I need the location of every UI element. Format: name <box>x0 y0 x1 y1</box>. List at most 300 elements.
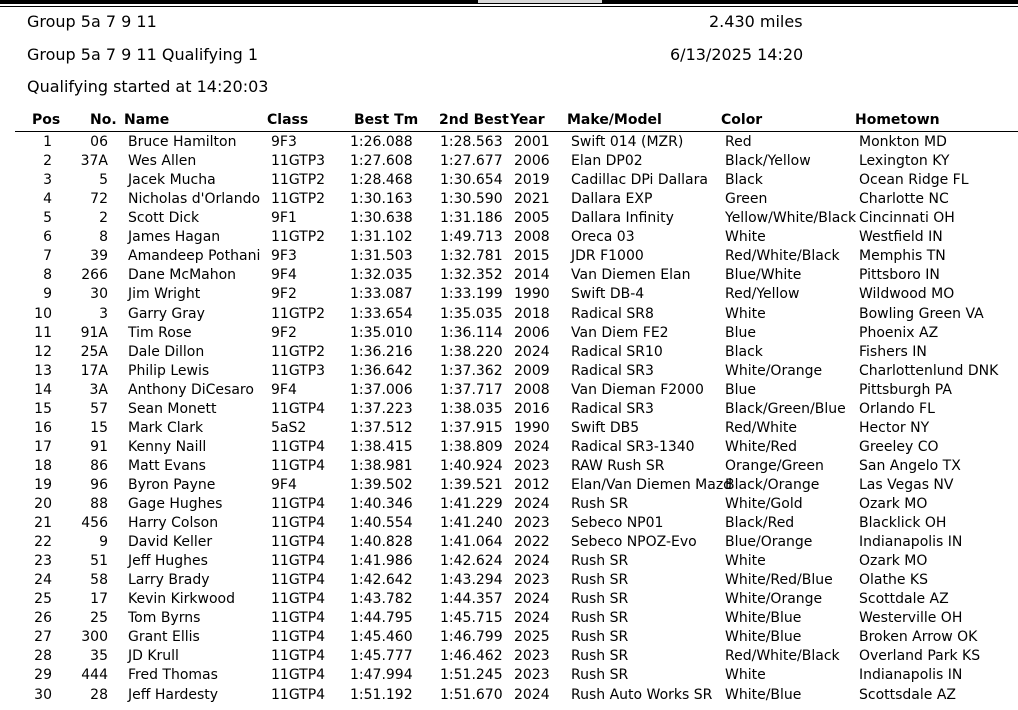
cell-hometown: Fishers IN <box>859 343 927 360</box>
cell-driver-name: Byron Payne <box>128 476 216 493</box>
cell-best-time: 1:27.608 <box>350 153 413 170</box>
cell-pos: 14 <box>34 381 52 398</box>
cell-car-number: 17A <box>80 362 108 379</box>
cell-class: 9F2 <box>271 324 297 341</box>
cell-class: 9F3 <box>271 248 297 265</box>
cell-hometown: Wildwood MO <box>859 286 955 303</box>
cell-year: 2018 <box>514 305 550 322</box>
table-row <box>0 438 1018 457</box>
top-border-line <box>0 6 1018 7</box>
cell-make-model: Swift DB-4 <box>571 286 645 303</box>
col-best-header: Best Tm <box>354 112 419 128</box>
session-datetime: 6/13/2025 14:20 <box>670 45 804 64</box>
table-row <box>0 152 1018 171</box>
cell-color: Red/White/Black <box>725 648 840 665</box>
cell-hometown: San Angelo TX <box>859 457 961 474</box>
cell-class: 11GTP4 <box>271 572 326 589</box>
cell-best-time: 1:28.468 <box>350 172 413 189</box>
cell-color: Blue <box>725 381 756 398</box>
cell-driver-name: Kevin Kirkwood <box>128 591 235 608</box>
cell-driver-name: Grant Ellis <box>128 629 200 646</box>
cell-car-number: 444 <box>81 667 108 684</box>
cell-hometown: Ozark MO <box>859 553 928 570</box>
cell-second-best-time: 1:38.035 <box>440 400 503 417</box>
cell-class: 11GTP2 <box>271 229 326 246</box>
cell-second-best-time: 1:44.357 <box>440 591 503 608</box>
cell-driver-name: Dale Dillon <box>128 343 205 360</box>
cell-best-time: 1:33.654 <box>350 305 413 322</box>
cell-best-time: 1:40.554 <box>350 515 413 531</box>
table-row <box>0 343 1018 362</box>
cell-make-model: RAW Rush SR <box>571 457 665 474</box>
cell-class: 9F4 <box>271 381 297 398</box>
cell-color: White/Blue <box>725 686 802 703</box>
cell-pos: 20 <box>34 495 52 512</box>
cell-class: 5aS2 <box>271 419 307 436</box>
cell-pos: 4 <box>43 191 52 208</box>
cell-best-time: 1:26.088 <box>350 134 413 150</box>
cell-driver-name: Nicholas d'Orlando <box>128 191 261 208</box>
cell-color: Black/Orange <box>725 476 820 493</box>
cell-driver-name: Gage Hughes <box>128 495 223 512</box>
cell-pos: 18 <box>34 457 52 474</box>
cell-driver-name: Philip Lewis <box>128 362 210 379</box>
table-row <box>0 324 1018 343</box>
cell-car-number: 15 <box>90 419 108 436</box>
cell-car-number: 88 <box>90 495 108 512</box>
cell-pos: 11 <box>34 324 52 341</box>
cell-second-best-time: 1:32.781 <box>440 248 503 265</box>
cell-hometown: Scottdale AZ <box>859 591 949 608</box>
cell-class: 11GTP2 <box>271 172 326 189</box>
cell-second-best-time: 1:51.245 <box>440 667 503 684</box>
cell-second-best-time: 1:37.915 <box>440 419 503 436</box>
cell-class: 9F2 <box>271 286 297 303</box>
cell-make-model: Radical SR8 <box>571 305 654 322</box>
cell-make-model: Cadillac DPi Dallara <box>571 172 708 189</box>
cell-year: 2021 <box>514 191 550 208</box>
cell-color: Red/White <box>725 419 798 436</box>
cell-make-model: Swift DB5 <box>571 419 640 436</box>
col-class-header: Class <box>267 112 309 128</box>
cell-car-number: 91A <box>80 324 108 341</box>
table-row <box>0 609 1018 628</box>
cell-driver-name: Wes Allen <box>128 153 197 170</box>
cell-class: 11GTP4 <box>271 591 326 608</box>
cell-car-number: 25A <box>80 343 108 360</box>
cell-pos: 3 <box>43 172 52 189</box>
cell-driver-name: Tom Byrns <box>128 610 201 627</box>
cell-driver-name: Scott Dick <box>128 210 200 227</box>
cell-make-model: Van Dieman F2000 <box>571 381 704 398</box>
cell-second-best-time: 1:49.713 <box>440 229 503 246</box>
cell-best-time: 1:44.795 <box>350 610 413 627</box>
table-row <box>0 209 1018 228</box>
cell-driver-name: Jacek Mucha <box>128 172 216 189</box>
cell-class: 9F4 <box>271 476 297 493</box>
table-row <box>0 495 1018 514</box>
scroll-tab <box>478 0 602 3</box>
cell-hometown: Indianapolis IN <box>859 667 963 684</box>
cell-best-time: 1:38.415 <box>350 438 413 455</box>
cell-year: 1990 <box>514 419 550 436</box>
cell-class: 11GTP2 <box>271 305 326 322</box>
cell-color: White <box>725 667 766 684</box>
cell-driver-name: Harry Colson <box>128 515 219 531</box>
cell-year: 2008 <box>514 229 550 246</box>
cell-best-time: 1:36.642 <box>350 362 413 379</box>
table-row <box>0 305 1018 324</box>
cell-second-best-time: 1:30.654 <box>440 172 503 189</box>
cell-best-time: 1:30.163 <box>350 191 413 208</box>
cell-make-model: JDR F1000 <box>571 248 644 265</box>
cell-make-model: Radical SR10 <box>571 343 663 360</box>
cell-best-time: 1:31.102 <box>350 229 413 246</box>
cell-second-best-time: 1:45.715 <box>440 610 503 627</box>
cell-make-model: Rush Auto Works SR <box>571 686 713 703</box>
cell-hometown: Pittsburgh PA <box>859 381 952 398</box>
table-row <box>0 133 1018 152</box>
cell-make-model: Dallara EXP <box>571 191 653 208</box>
cell-make-model: Radical SR3 <box>571 400 654 417</box>
cell-hometown: Pittsboro IN <box>859 267 940 284</box>
cell-color: White <box>725 553 766 570</box>
col-year-header: Year <box>510 112 545 128</box>
cell-make-model: Rush SR <box>571 572 629 589</box>
cell-class: 11GTP4 <box>271 553 326 570</box>
cell-car-number: 456 <box>81 515 108 531</box>
cell-best-time: 1:45.777 <box>350 648 413 665</box>
cell-class: 9F3 <box>271 134 297 150</box>
table-row <box>0 628 1018 647</box>
cell-color: Blue/Orange <box>725 534 813 550</box>
cell-driver-name: Anthony DiCesaro <box>128 381 254 398</box>
cell-car-number: 06 <box>90 134 108 150</box>
cell-class: 11GTP3 <box>271 362 326 379</box>
cell-class: 9F4 <box>271 267 297 284</box>
cell-car-number: 30 <box>90 286 108 303</box>
cell-driver-name: Sean Monett <box>128 400 217 417</box>
cell-make-model: Elan DP02 <box>571 153 643 170</box>
cell-car-number: 39 <box>90 248 108 265</box>
cell-color: White/Red <box>725 438 798 455</box>
cell-car-number: 72 <box>90 191 108 208</box>
cell-second-best-time: 1:31.186 <box>440 210 503 227</box>
cell-make-model: Rush SR <box>571 629 629 646</box>
cell-hometown: Las Vegas NV <box>859 476 954 493</box>
cell-year: 2024 <box>514 438 550 455</box>
cell-year: 2024 <box>514 591 550 608</box>
cell-driver-name: Garry Gray <box>128 305 205 322</box>
cell-color: White/Gold <box>725 495 803 512</box>
track-distance: 2.430 miles <box>709 12 803 31</box>
cell-hometown: Broken Arrow OK <box>859 629 978 646</box>
cell-color: Green <box>725 191 768 208</box>
cell-pos: 23 <box>34 553 52 570</box>
cell-make-model: Sebeco NPOZ-Evo <box>571 534 697 550</box>
cell-pos: 25 <box>34 591 52 608</box>
cell-best-time: 1:47.994 <box>350 667 413 684</box>
table-row <box>0 533 1018 552</box>
cell-pos: 12 <box>34 343 52 360</box>
cell-class: 11GTP4 <box>271 457 326 474</box>
cell-color: Black/Red <box>725 515 795 531</box>
cell-hometown: Cincinnati OH <box>859 210 955 227</box>
cell-year: 2014 <box>514 267 550 284</box>
cell-pos: 2 <box>43 153 52 170</box>
cell-color: Yellow/White/Black <box>725 210 857 227</box>
cell-second-best-time: 1:46.462 <box>440 648 503 665</box>
cell-year: 2001 <box>514 134 550 150</box>
cell-color: White/Blue <box>725 610 802 627</box>
cell-best-time: 1:37.223 <box>350 400 413 417</box>
table-row <box>0 362 1018 381</box>
cell-second-best-time: 1:30.590 <box>440 191 503 208</box>
cell-year: 2005 <box>514 210 550 227</box>
cell-color: Red <box>725 134 752 150</box>
cell-year: 2024 <box>514 610 550 627</box>
cell-hometown: Scottsdale AZ <box>859 686 957 703</box>
cell-car-number: 57 <box>90 400 108 417</box>
cell-best-time: 1:51.192 <box>350 686 413 703</box>
cell-best-time: 1:40.346 <box>350 495 413 512</box>
cell-year: 2023 <box>514 457 550 474</box>
cell-hometown: Greeley CO <box>859 438 939 455</box>
table-row <box>0 266 1018 285</box>
cell-best-time: 1:41.986 <box>350 553 413 570</box>
cell-hometown: Overland Park KS <box>859 648 981 665</box>
cell-color: White/Red/Blue <box>725 572 833 589</box>
table-row <box>0 647 1018 666</box>
table-row <box>0 552 1018 571</box>
cell-driver-name: Mark Clark <box>128 419 204 436</box>
cell-make-model: Sebeco NP01 <box>571 515 664 531</box>
cell-driver-name: Jeff Hughes <box>128 553 208 570</box>
cell-color: Black/Yellow <box>725 153 811 170</box>
col-make-header: Make/Model <box>567 112 662 128</box>
cell-car-number: 86 <box>90 457 108 474</box>
cell-car-number: 28 <box>90 686 108 703</box>
group-title: Group 5a 7 9 11 <box>27 12 157 31</box>
cell-make-model: Rush SR <box>571 648 629 665</box>
col-pos-header: Pos <box>32 112 61 128</box>
cell-hometown: Orlando FL <box>859 400 935 417</box>
cell-color: Blue/White <box>725 267 802 284</box>
cell-class: 11GTP4 <box>271 648 326 665</box>
cell-make-model: Dallara Infinity <box>571 210 674 227</box>
cell-second-best-time: 1:38.809 <box>440 438 503 455</box>
table-row <box>0 666 1018 685</box>
cell-class: 11GTP2 <box>271 191 326 208</box>
cell-pos: 6 <box>43 229 52 246</box>
cell-best-time: 1:45.460 <box>350 629 413 646</box>
cell-car-number: 3 <box>99 305 108 322</box>
cell-hometown: Olathe KS <box>859 572 928 589</box>
header-rule <box>15 131 1018 132</box>
cell-class: 11GTP2 <box>271 343 326 360</box>
cell-pos: 21 <box>34 515 52 531</box>
cell-color: Red/Yellow <box>725 286 800 303</box>
cell-class: 11GTP4 <box>271 610 326 627</box>
cell-year: 2008 <box>514 381 550 398</box>
cell-car-number: 51 <box>90 553 108 570</box>
cell-color: Black <box>725 343 763 360</box>
col-second-best-header: 2nd Best <box>439 112 509 128</box>
cell-second-best-time: 1:32.352 <box>440 267 503 284</box>
cell-color: White/Blue <box>725 629 802 646</box>
cell-hometown: Charlottenlund DNK <box>859 362 999 379</box>
table-row <box>0 190 1018 209</box>
cell-year: 2006 <box>514 153 550 170</box>
cell-pos: 5 <box>43 210 52 227</box>
cell-driver-name: David Keller <box>128 534 213 550</box>
cell-car-number: 300 <box>81 629 108 646</box>
cell-car-number: 35 <box>90 648 108 665</box>
cell-year: 2023 <box>514 667 550 684</box>
cell-second-best-time: 1:28.563 <box>440 134 503 150</box>
cell-best-time: 1:40.828 <box>350 534 413 550</box>
col-name-header: Name <box>124 112 170 128</box>
cell-car-number: 58 <box>90 572 108 589</box>
col-color-header: Color <box>721 112 763 128</box>
cell-year: 2006 <box>514 324 550 341</box>
cell-color: White <box>725 305 766 322</box>
cell-make-model: Radical SR3 <box>571 362 654 379</box>
cell-year: 2025 <box>514 629 550 646</box>
cell-make-model: Rush SR <box>571 495 629 512</box>
cell-second-best-time: 1:37.717 <box>440 381 503 398</box>
cell-hometown: Charlotte NC <box>859 191 949 208</box>
table-row <box>0 476 1018 495</box>
cell-year: 2015 <box>514 248 550 265</box>
col-hometown-header: Hometown <box>855 112 940 128</box>
cell-driver-name: Dane McMahon <box>128 267 237 284</box>
cell-hometown: Ozark MO <box>859 495 928 512</box>
cell-year: 2024 <box>514 343 550 360</box>
cell-driver-name: Larry Brady <box>128 572 210 589</box>
table-row <box>0 514 1018 533</box>
cell-second-best-time: 1:35.035 <box>440 305 503 322</box>
cell-class: 11GTP4 <box>271 534 326 550</box>
table-row <box>0 400 1018 419</box>
cell-second-best-time: 1:38.220 <box>440 343 503 360</box>
table-row <box>0 590 1018 609</box>
cell-pos: 29 <box>34 667 52 684</box>
cell-second-best-time: 1:51.670 <box>440 686 503 703</box>
cell-pos: 22 <box>34 534 52 550</box>
cell-color: Black <box>725 172 763 189</box>
table-row <box>0 285 1018 304</box>
cell-pos: 13 <box>34 362 52 379</box>
cell-car-number: 266 <box>81 267 108 284</box>
cell-pos: 8 <box>43 267 52 284</box>
table-row <box>0 247 1018 266</box>
cell-best-time: 1:43.782 <box>350 591 413 608</box>
cell-year: 2023 <box>514 515 550 531</box>
cell-make-model: Rush SR <box>571 610 629 627</box>
cell-second-best-time: 1:41.240 <box>440 515 503 531</box>
cell-second-best-time: 1:36.114 <box>440 324 503 341</box>
cell-second-best-time: 1:27.677 <box>440 153 503 170</box>
table-row <box>0 381 1018 400</box>
cell-class: 11GTP4 <box>271 515 326 531</box>
cell-class: 11GTP4 <box>271 438 326 455</box>
cell-class: 11GTP4 <box>271 686 326 703</box>
cell-second-best-time: 1:46.799 <box>440 629 503 646</box>
cell-class: 11GTP4 <box>271 629 326 646</box>
cell-make-model: Oreca 03 <box>571 229 635 246</box>
cell-second-best-time: 1:33.199 <box>440 286 503 303</box>
cell-driver-name: Amandeep Pothani <box>128 248 261 265</box>
table-row <box>0 228 1018 247</box>
cell-make-model: Rush SR <box>571 591 629 608</box>
cell-year: 1990 <box>514 286 550 303</box>
cell-year: 2024 <box>514 686 550 703</box>
cell-pos: 24 <box>34 572 52 589</box>
cell-car-number: 5 <box>99 172 108 189</box>
cell-make-model: Van Diemen Elan <box>571 267 691 284</box>
cell-hometown: Hector NY <box>859 419 930 436</box>
cell-car-number: 25 <box>90 610 108 627</box>
table-row <box>0 171 1018 190</box>
cell-year: 2024 <box>514 553 550 570</box>
cell-driver-name: Kenny Naill <box>128 438 207 455</box>
session-title: Group 5a 7 9 11 Qualifying 1 <box>27 45 259 64</box>
cell-hometown: Lexington KY <box>859 153 950 170</box>
table-row <box>0 419 1018 438</box>
cell-best-time: 1:32.035 <box>350 267 413 284</box>
col-no-header: No. <box>90 112 117 128</box>
cell-car-number: 9 <box>99 534 108 550</box>
cell-make-model: Swift 014 (MZR) <box>571 134 684 150</box>
cell-second-best-time: 1:43.294 <box>440 572 503 589</box>
cell-hometown: Ocean Ridge FL <box>859 172 969 189</box>
cell-hometown: Blacklick OH <box>859 515 947 531</box>
cell-car-number: 2 <box>99 210 108 227</box>
cell-hometown: Westerville OH <box>859 610 963 627</box>
cell-make-model: Rush SR <box>571 553 629 570</box>
cell-driver-name: Fred Thomas <box>128 667 218 684</box>
cell-pos: 7 <box>43 248 52 265</box>
cell-second-best-time: 1:42.624 <box>440 553 503 570</box>
cell-pos: 19 <box>34 476 52 493</box>
cell-pos: 17 <box>34 438 52 455</box>
cell-best-time: 1:31.503 <box>350 248 413 265</box>
cell-year: 2024 <box>514 495 550 512</box>
cell-hometown: Bowling Green VA <box>859 305 984 322</box>
cell-hometown: Memphis TN <box>859 248 946 265</box>
cell-pos: 28 <box>34 648 52 665</box>
cell-second-best-time: 1:40.924 <box>440 457 503 474</box>
cell-make-model: Elan/Van Diemen Mazd <box>571 476 733 493</box>
cell-color: Black/Green/Blue <box>725 400 846 417</box>
cell-hometown: Indianapolis IN <box>859 534 963 550</box>
cell-best-time: 1:37.512 <box>350 419 413 436</box>
cell-pos: 10 <box>34 305 52 322</box>
cell-driver-name: Jeff Hardesty <box>128 686 219 703</box>
cell-year: 2019 <box>514 172 550 189</box>
cell-color: White <box>725 229 766 246</box>
cell-color: White/Orange <box>725 591 823 608</box>
cell-driver-name: JD Krull <box>128 648 179 665</box>
cell-pos: 30 <box>34 686 52 703</box>
cell-color: Orange/Green <box>725 457 824 474</box>
cell-second-best-time: 1:37.362 <box>440 362 503 379</box>
cell-make-model: Rush SR <box>571 667 629 684</box>
cell-make-model: Radical SR3-1340 <box>571 438 695 455</box>
cell-best-time: 1:39.502 <box>350 476 413 493</box>
cell-best-time: 1:42.642 <box>350 572 413 589</box>
